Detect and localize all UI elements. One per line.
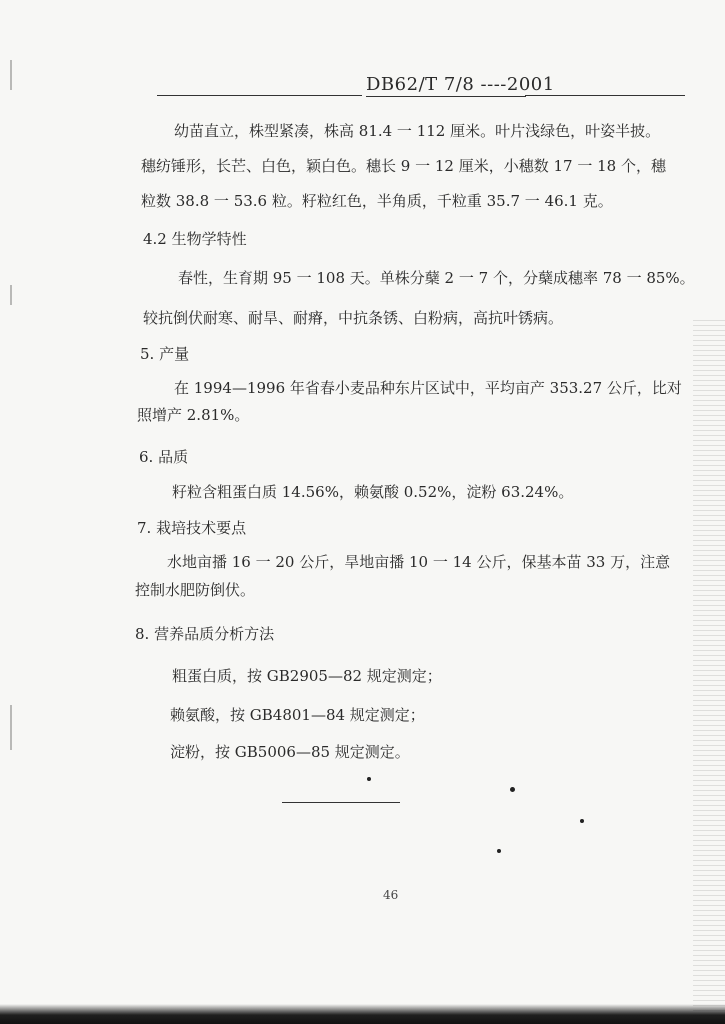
section-heading: 8. 营养品质分析方法 — [135, 625, 275, 643]
body-line: 照增产 2.81%。 — [137, 406, 250, 424]
body-line: 籽粒含粗蛋白质 14.56%，赖氨酸 0.52%，淀粉 63.24%。 — [172, 483, 574, 501]
page-number: 46 — [383, 888, 399, 902]
scan-speck — [497, 849, 501, 853]
standard-code: DB62/T 7/8 ----2001 — [366, 74, 555, 95]
section-heading: 6. 品质 — [139, 448, 189, 466]
header-rule-left — [157, 95, 362, 96]
body-line: 幼苗直立，株型紧凑，株高 81.4 一 112 厘米。叶片浅绿色，叶姿半披。 — [174, 122, 661, 140]
scan-mark — [10, 60, 12, 90]
end-rule — [282, 802, 400, 803]
header-rule-right — [525, 95, 685, 96]
scan-speck — [367, 777, 371, 781]
body-line: 在 1994—1996 年省春小麦品种东片区试中，平均亩产 353.27 公斤，比对 — [174, 379, 682, 397]
body-line: 穗纺锤形，长芒、白色，颖白色。穗长 9 一 12 厘米，小穗数 17 一 18 个，穗 — [141, 157, 666, 175]
body-line: 较抗倒伏耐寒、耐旱、耐瘠，中抗条锈、白粉病，高抗叶锈病。 — [143, 309, 564, 327]
scan-speck — [510, 787, 515, 792]
scan-speck — [580, 819, 584, 823]
scan-mark — [10, 285, 12, 305]
body-line: 粗蛋白质，按 GB2905—82 规定测定； — [172, 667, 442, 685]
scan-mark — [10, 705, 12, 750]
section-heading: 5. 产量 — [140, 345, 190, 363]
body-line: 淀粉，按 GB5006—85 规定测定。 — [170, 743, 410, 761]
scan-edge-noise — [693, 320, 725, 1024]
section-heading: 4.2 生物学特性 — [143, 230, 247, 248]
scan-bottom-shadow — [0, 1004, 725, 1024]
body-line: 粒数 38.8 一 53.6 粒。籽粒红色，半角质，千粒重 35.7 一 46.1 克。 — [141, 192, 613, 210]
body-line: 水地亩播 16 一 20 公斤，旱地亩播 10 一 14 公斤，保基本苗 33 万，注意 — [167, 553, 671, 571]
section-heading: 7. 栽培技术要点 — [137, 519, 247, 537]
body-line: 赖氨酸，按 GB4801—84 规定测定； — [170, 706, 425, 724]
body-line: 控制水肥防倒伏。 — [135, 581, 256, 599]
body-line: 春性，生育期 95 一 108 天。单株分蘖 2 一 7 个，分蘖成穗率 78 一 85%。 — [178, 269, 695, 287]
